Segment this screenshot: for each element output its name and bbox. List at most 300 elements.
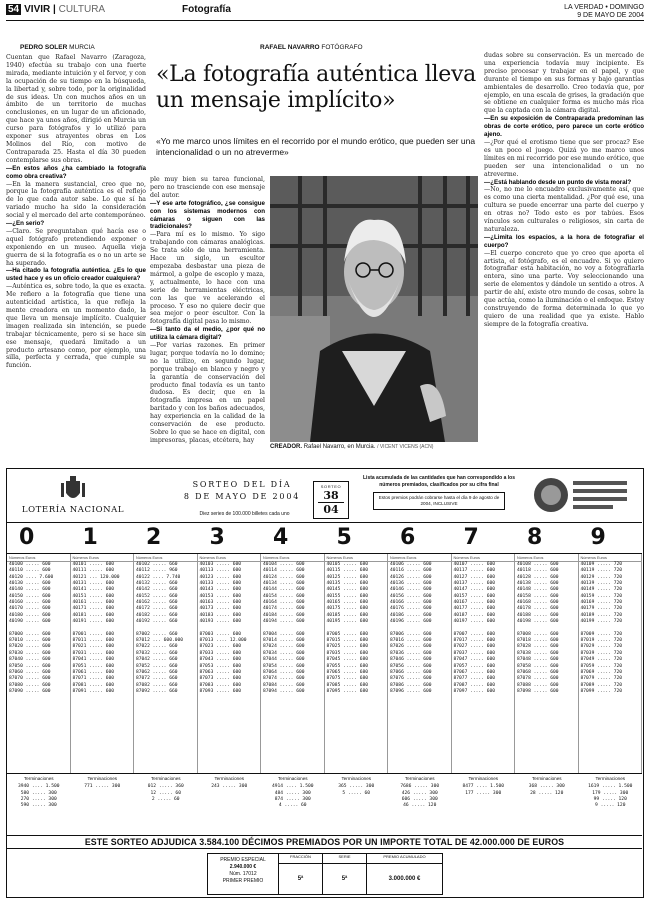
lottery-stamp bbox=[531, 475, 631, 515]
digit-header: 0 bbox=[19, 525, 35, 550]
number-row: 87023 ..... 600 bbox=[199, 644, 241, 650]
total-value: 3.000.000 € bbox=[388, 876, 421, 882]
termination-row: 177 ..... 300 bbox=[465, 790, 502, 796]
badge-number-2: 04 bbox=[323, 503, 339, 516]
digit-header: 5 bbox=[336, 525, 352, 550]
number-row: 40141 ..... 600 bbox=[72, 587, 114, 593]
number-row: 87015 ..... 680 bbox=[326, 638, 368, 644]
number-row: 87097 ..... 600 bbox=[453, 688, 495, 694]
draw-subtitle: Diez series de 100.000 billetes cada uno bbox=[199, 511, 290, 517]
number-row: 87068 ..... 600 bbox=[517, 669, 559, 675]
paragraph: —Para mí es lo mismo. Yo sigo trabajando con cámaras analógicas. Se trata sólo de una herramienta. Hace un siglo, un escultor empezaba desbastar una pieza de mármol, a golpe de escoplo y maza, y, actualmente, lo hace con una serie de herramientas eléctricas, con las que ve acelerando el proceso. Y eso no quiere decir que sea mejor o peor escultor. Con la fotografía digital pasa lo mismo. bbox=[150, 231, 265, 326]
termination-row: 4914 .... 1.500 bbox=[272, 784, 314, 790]
interview-question: —Si tanto da el medio, ¿por qué no utiliza la cámara digital? bbox=[150, 326, 265, 342]
digit-header: 8 bbox=[527, 525, 543, 550]
number-row: 40118 ..... 600 bbox=[517, 568, 559, 574]
digit-header: 6 bbox=[400, 525, 416, 550]
termination-header: Terminaciones bbox=[277, 776, 308, 781]
number-row: 87099 ..... 720 bbox=[580, 688, 622, 694]
number-row: 40124 ..... 600 bbox=[263, 574, 305, 580]
number-row: 87084 ..... 600 bbox=[263, 682, 305, 688]
termination-row: 874 ..... 300 bbox=[274, 796, 311, 802]
special-prize-box bbox=[207, 853, 279, 895]
termination-row: 484 ..... 300 bbox=[274, 790, 311, 796]
column-header: Números Euros bbox=[325, 554, 388, 562]
number-row: 40114 ..... 600 bbox=[263, 568, 305, 574]
section-label: 54 VIVIR | CULTURA bbox=[8, 4, 106, 15]
number-row: 40107 ..... 600 bbox=[453, 562, 495, 567]
number-row: 87013 .... 12.000 bbox=[199, 638, 247, 644]
draw-title bbox=[167, 479, 317, 503]
paragraph: —Claro. Se preguntaban qué hacía ese o aquel fotógrafo pretendiendo exponer o exponiendo en un museo. Aquella vieja guerra de si la fotografía es o no un arte se ha superado. bbox=[6, 227, 146, 267]
termination-row: 243 ..... 300 bbox=[211, 784, 248, 790]
number-row: 40148 ..... 600 bbox=[517, 587, 559, 593]
number-row: 40112 ..... 960 bbox=[136, 568, 178, 574]
photo-caption bbox=[270, 444, 480, 450]
number-row: 87026 ..... 600 bbox=[390, 644, 432, 650]
number-row: 87034 ..... 600 bbox=[263, 650, 305, 656]
number-row: 40159 ..... 720 bbox=[580, 593, 622, 599]
paragraph: dudas sobre su conservación. Es un mercado de una experiencia todavía muy incipiente. Es preciso procesar y trabajar en el papel, y que durante el tiempo en sus formas y bajo garantías ambientales de desarrollo. Creo todavía que, por ejemplo, en una escala de grises, la gradación que se obtiene en cualquier forma es mucho más rica que la captada con la cámara digital. bbox=[484, 52, 644, 115]
number-row: 87029 ..... 720 bbox=[580, 644, 622, 650]
column-header: Números Euros bbox=[7, 554, 70, 562]
author-byline bbox=[20, 44, 95, 51]
number-row: 87066 ..... 600 bbox=[390, 669, 432, 675]
termination-column bbox=[388, 776, 452, 809]
special-prize-amount: 2.940.000 € bbox=[229, 864, 257, 870]
number-column bbox=[261, 554, 325, 774]
termination-row: 365 ..... 300 bbox=[338, 784, 375, 790]
draw-line-1: SORTEO DEL DÍA bbox=[192, 480, 292, 489]
lottery-brand: LOTERÍA NACIONAL bbox=[21, 505, 125, 515]
number-column bbox=[7, 554, 71, 774]
number-column bbox=[134, 554, 198, 774]
section-name: VIVIR bbox=[24, 4, 51, 15]
number-row: 40125 ..... 680 bbox=[326, 574, 368, 580]
number-row: 40154 ..... 600 bbox=[263, 593, 305, 599]
number-row: 87008 ..... 600 bbox=[517, 631, 559, 637]
number-row: 40140 ..... 600 bbox=[9, 587, 51, 593]
interview-question: —Y ese arte fotográfico, ¿se consigue con los sistemas modernos con cámaras o siguen con las tradicionales? bbox=[150, 199, 265, 231]
number-column bbox=[515, 554, 579, 774]
number-row: 40121 ... 120.000 bbox=[72, 574, 120, 580]
paragraph: —En la manera sustancial, creo que no, porque la fotografía auténtica es el reflejo de lo que cada autor sabe. Lo que sí ha variado mucho ha sido la consideración social y el mercado del arte contemporáneo. bbox=[6, 180, 146, 220]
termination-row: 9 ..... 120 bbox=[595, 803, 626, 809]
number-row: 40152 ..... 660 bbox=[136, 593, 178, 599]
number-row: 87000 ..... 600 bbox=[9, 631, 51, 637]
number-row: 40105 ..... 680 bbox=[326, 562, 368, 567]
lottery-number-columns bbox=[7, 553, 642, 773]
author-name: PEDRO SOLER bbox=[20, 44, 68, 51]
number-row: 87093 ..... 600 bbox=[199, 688, 241, 694]
number-row: 40173 ..... 600 bbox=[199, 606, 241, 612]
number-row: 87004 ..... 600 bbox=[263, 631, 305, 637]
number-row: 40113 ..... 600 bbox=[199, 568, 241, 574]
number-row: 87080 ..... 600 bbox=[9, 682, 51, 688]
termination-row: 7686 ..... 300 bbox=[400, 784, 440, 790]
number-row: 87006 ..... 600 bbox=[390, 631, 432, 637]
number-row: 40166 ..... 600 bbox=[390, 600, 432, 606]
number-row: 87048 ..... 600 bbox=[517, 657, 559, 663]
column-header: Números Euros bbox=[452, 554, 515, 562]
digit-header: 1 bbox=[82, 525, 98, 550]
number-row: 87003 ..... 600 bbox=[199, 631, 241, 637]
number-row: 87051 ..... 600 bbox=[72, 663, 114, 669]
termination-header: Terminaciones bbox=[23, 776, 54, 781]
number-row: 40193 ..... 600 bbox=[199, 619, 241, 625]
termination-row: 368 ..... 300 bbox=[528, 784, 565, 790]
number-row: 87053 ..... 600 bbox=[199, 663, 241, 669]
column-header: Números Euros bbox=[198, 554, 261, 562]
badge-number-1: 38 bbox=[318, 489, 344, 503]
number-row: 87042 ..... 660 bbox=[136, 657, 178, 663]
number-row: 87087 ..... 600 bbox=[453, 682, 495, 688]
number-row: 87030 ..... 600 bbox=[9, 650, 51, 656]
badge-label: SORTEO bbox=[320, 484, 342, 489]
page-header bbox=[6, 4, 644, 20]
number-row: 87009 ..... 720 bbox=[580, 631, 622, 637]
number-row: 40157 ..... 600 bbox=[453, 593, 495, 599]
number-column bbox=[71, 554, 135, 774]
number-row: 87096 ..... 600 bbox=[390, 688, 432, 694]
special-prize-table bbox=[207, 853, 443, 895]
number-row: 40170 ..... 600 bbox=[9, 606, 51, 612]
number-row: 40191 ..... 600 bbox=[72, 619, 114, 625]
number-row: 87046 ..... 600 bbox=[390, 657, 432, 663]
termination-header: Terminaciones bbox=[214, 776, 245, 781]
number-row: 40153 ..... 600 bbox=[199, 593, 241, 599]
number-row: 40135 ..... 680 bbox=[326, 581, 368, 587]
special-prize-number: Núm. 17012 bbox=[229, 871, 257, 877]
number-row: 87028 ..... 600 bbox=[517, 644, 559, 650]
number-row: 87031 ..... 600 bbox=[72, 650, 114, 656]
number-row: 87045 ..... 680 bbox=[326, 657, 368, 663]
number-row: 40190 ..... 600 bbox=[9, 619, 51, 625]
number-row: 87085 ..... 680 bbox=[326, 682, 368, 688]
special-prize-label: PREMIO ESPECIAL bbox=[220, 857, 266, 863]
termination-header: Terminaciones bbox=[595, 776, 626, 781]
number-row: 40192 ..... 660 bbox=[136, 619, 178, 625]
termination-row: 5 ..... 60 bbox=[342, 790, 371, 796]
newspaper-name: LA VERDAD bbox=[564, 4, 604, 11]
number-row: 40189 ..... 720 bbox=[580, 612, 622, 618]
info-title: Lista acumulada de las cantidades que han correspondido a los números premiados, clasificados por su cifra final bbox=[363, 475, 515, 488]
number-row: 87021 ..... 600 bbox=[72, 644, 114, 650]
number-column bbox=[579, 554, 643, 774]
number-row: 40156 ..... 600 bbox=[390, 593, 432, 599]
number-row: 87039 ..... 720 bbox=[580, 650, 622, 656]
number-row: 87038 ..... 600 bbox=[517, 650, 559, 656]
number-row: 87090 ..... 600 bbox=[9, 688, 51, 694]
number-row: 40158 ..... 600 bbox=[517, 593, 559, 599]
number-row: 87055 ..... 680 bbox=[326, 663, 368, 669]
paragraph: —Auténtica es, sobre todo, la que es exacta. Me refiero a la fotografía que tiene una autenticidad artística, la que refleja la mente creadora en un momento dado, la que lleva un mensaje implícito. Cualquier imagen realizada sin intención, se puede trabajar técnicamente, pero si se hace sin ese mensaje, quedará limitado a un producto artesano como, por ejemplo, una silla, perfecta y cerrada, que cumple su función. bbox=[6, 283, 146, 370]
number-row: 40129 ..... 720 bbox=[580, 574, 622, 580]
termination-header: Terminaciones bbox=[87, 776, 118, 781]
number-row: 87010 ..... 600 bbox=[9, 638, 51, 644]
paragraph: —Por varias razones. En primer lugar, porque todavía no lo domino; no la utilizo, en segundo lugar, porque trabajo en blanco y negro y la garantía de conservación del producto final todavía es un tanto dudosa. Es decir, que en la fotografía impresa en un papel baritado y con los baños adecuados, hay experiencia en la calidad de la conservación de ese producto. Sobre lo que se hace en digital, con impresoras, placas, etcétera, hay bbox=[150, 342, 265, 444]
termination-row: 3940 .... 1.500 bbox=[18, 784, 60, 790]
lottery-logo bbox=[13, 473, 133, 519]
number-row: 40151 ..... 600 bbox=[72, 593, 114, 599]
terminations-table bbox=[7, 773, 642, 833]
number-row: 87081 ..... 600 bbox=[72, 682, 114, 688]
number-row: 40183 ..... 600 bbox=[199, 612, 241, 618]
number-row: 40198 ..... 600 bbox=[517, 619, 559, 625]
number-row: 87078 ..... 600 bbox=[517, 676, 559, 682]
column-header: Números Euros bbox=[515, 554, 578, 562]
termination-header: Terminaciones bbox=[150, 776, 181, 781]
number-row: 40109 ..... 720 bbox=[580, 562, 622, 567]
subject-role: FOTÓGRAFO bbox=[321, 44, 363, 51]
number-row: 40136 ..... 600 bbox=[390, 581, 432, 587]
termination-column bbox=[515, 776, 579, 797]
number-row: 87092 ..... 660 bbox=[136, 688, 178, 694]
termination-row: 46 ..... 120 bbox=[403, 803, 437, 809]
number-row: 87071 ..... 600 bbox=[72, 676, 114, 682]
number-row: 87007 ..... 600 bbox=[453, 631, 495, 637]
number-row: 87073 ..... 600 bbox=[199, 676, 241, 682]
termination-row: 580 ..... 300 bbox=[20, 790, 57, 796]
number-row: 40160 ..... 600 bbox=[9, 600, 51, 606]
number-row: 87035 ..... 680 bbox=[326, 650, 368, 656]
number-row: 40179 ..... 720 bbox=[580, 606, 622, 612]
number-row: 87091 ..... 600 bbox=[72, 688, 114, 694]
number-row: 87086 ..... 600 bbox=[390, 682, 432, 688]
number-row: 40110 ..... 600 bbox=[9, 568, 51, 574]
digit-header: 4 bbox=[273, 525, 289, 550]
number-row: 40117 ..... 600 bbox=[453, 568, 495, 574]
number-row: 87067 ..... 600 bbox=[453, 669, 495, 675]
number-row: 87011 ..... 600 bbox=[72, 638, 114, 644]
termination-row: 590 ..... 300 bbox=[20, 803, 57, 809]
number-row: 40138 ..... 600 bbox=[517, 581, 559, 587]
number-column bbox=[198, 554, 262, 774]
termination-row: 270 ..... 300 bbox=[20, 796, 57, 802]
termination-column bbox=[452, 776, 516, 797]
subsection-name: CULTURA bbox=[58, 4, 106, 15]
number-row: 87049 ..... 720 bbox=[580, 657, 622, 663]
number-row: 40186 ..... 600 bbox=[390, 612, 432, 618]
fraction-value: 5ª bbox=[297, 876, 304, 882]
number-column bbox=[325, 554, 389, 774]
total-cell bbox=[367, 853, 443, 895]
number-row: 87024 ..... 600 bbox=[263, 644, 305, 650]
termination-column bbox=[325, 776, 389, 797]
number-row: 87016 ..... 600 bbox=[390, 638, 432, 644]
number-row: 87058 ..... 600 bbox=[517, 663, 559, 669]
number-row: 87098 ..... 600 bbox=[517, 688, 559, 694]
number-row: 40162 ..... 660 bbox=[136, 600, 178, 606]
draw-line-2: 8 DE MAYO DE 2004 bbox=[183, 492, 301, 501]
number-row: 87065 ..... 680 bbox=[326, 669, 368, 675]
number-row: 40175 ..... 680 bbox=[326, 606, 368, 612]
interview-question: —¿Está hablando desde un punto de vista moral? bbox=[484, 178, 632, 186]
caption-label: CREADOR. bbox=[270, 444, 303, 450]
masthead-info: LA VERDAD • DOMINGO 9 DE MAYO DE 2004 bbox=[564, 4, 644, 19]
lottery-header bbox=[7, 469, 642, 523]
issue-date: 9 DE MAYO DE 2004 bbox=[577, 12, 644, 19]
number-row: 87054 ..... 600 bbox=[263, 663, 305, 669]
number-row: 87062 ..... 660 bbox=[136, 669, 178, 675]
number-row: 40133 ..... 600 bbox=[199, 581, 241, 587]
number-row: 87070 ..... 600 bbox=[9, 676, 51, 682]
number-row: 40149 ..... 720 bbox=[580, 587, 622, 593]
lottery-results bbox=[6, 468, 644, 898]
digit-headers bbox=[7, 525, 642, 551]
number-row: 87082 ..... 660 bbox=[136, 682, 178, 688]
number-row: 40115 ..... 680 bbox=[326, 568, 368, 574]
termination-row: 012 ..... 360 bbox=[147, 784, 184, 790]
number-row: 40106 ..... 600 bbox=[390, 562, 432, 567]
fraction-cell bbox=[279, 853, 323, 895]
paragraph: Cuentan que Rafael Navarro (Zaragoza, 1940) efectúa su trabajo con una fuerte mirada, mediante intuición y el fervor, y con la ocupación de su tiempo en la búsqueda, la libertad y, sobre todo, por la originalidad de sus ideas. Un con muchos años en un ámbito de un territorio de muchas conclusiones, en un lugar de un aficionado, que hace ya unos años, dirigió en Murcia un curso para fotógrafos y lo utilizó para exponer sus atrayentes obras en Los Molinos del Río, con motivo de Contraparada 25. Hasta el día 30 pueden contemplarse sus obras. bbox=[6, 54, 146, 164]
paragraph: —¿Por qué el erotismo tiene que ser procaz? Ese es un poco el juego. Quizá yo me marco unos límites en mi recorrido por ese mundo erótico, que pueden ser una intencionalidad o un no atreverme. bbox=[484, 138, 644, 178]
termination-header: Terminaciones bbox=[531, 776, 562, 781]
number-row: 40184 ..... 600 bbox=[263, 612, 305, 618]
digit-header: 7 bbox=[463, 525, 479, 550]
number-row: 40150 ..... 600 bbox=[9, 593, 51, 599]
termination-row: 606 ..... 300 bbox=[401, 796, 438, 802]
number-row: 87040 ..... 600 bbox=[9, 657, 51, 663]
lottery-summary: ESTE SORTEO ADJUDICA 3.584.100 DÉCIMOS PREMIADOS POR UN IMPORTE TOTAL DE 42.000.000 DE EUROS bbox=[7, 835, 642, 849]
number-row: 40147 ..... 600 bbox=[453, 587, 495, 593]
number-row: 87083 ..... 600 bbox=[199, 682, 241, 688]
column-header: Números Euros bbox=[388, 554, 451, 562]
termination-header: Terminaciones bbox=[468, 776, 499, 781]
header-rule bbox=[6, 20, 644, 21]
paragraph: ple muy bien su tarea funcional, pero no trasciende con ese mensaje del autor. bbox=[150, 176, 265, 199]
digit-header: 9 bbox=[590, 525, 606, 550]
portrait-illustration bbox=[270, 176, 478, 442]
number-row: 40180 ..... 600 bbox=[9, 612, 51, 618]
draw-number-badge bbox=[313, 481, 349, 519]
number-row: 40167 ..... 600 bbox=[453, 600, 495, 606]
number-row: 87041 ..... 600 bbox=[72, 657, 114, 663]
number-row: 40169 ..... 720 bbox=[580, 600, 622, 606]
page-number: 54 bbox=[8, 4, 20, 15]
termination-row: 1619 ..... 1.500 bbox=[588, 784, 633, 790]
number-row: 87044 ..... 600 bbox=[263, 657, 305, 663]
number-row: 40139 ..... 720 bbox=[580, 581, 622, 587]
number-row: 40128 ..... 600 bbox=[517, 574, 559, 580]
series-value: 5ª bbox=[341, 876, 348, 882]
number-row: 40185 ..... 680 bbox=[326, 612, 368, 618]
caption-text: Rafael Navarro, en Murcia. bbox=[303, 444, 376, 450]
series-cell bbox=[323, 853, 367, 895]
topic-label: Fotografía bbox=[182, 4, 231, 15]
number-row: 87001 ..... 600 bbox=[72, 631, 114, 637]
number-row: 40108 ..... 600 bbox=[517, 562, 559, 567]
deck: «Yo me marco unos límites en el recorrido por el mundo erótico, que pueden ser una intencionalidad o un no atreverme» bbox=[156, 136, 476, 157]
number-row: 40187 ..... 600 bbox=[453, 612, 495, 618]
number-row: 40137 ..... 600 bbox=[453, 581, 495, 587]
number-row: 87057 ..... 600 bbox=[453, 663, 495, 669]
number-row: 87022 ..... 660 bbox=[136, 644, 178, 650]
column-header: Números Euros bbox=[579, 554, 642, 562]
number-row: 40127 ..... 600 bbox=[453, 574, 495, 580]
number-row: 87094 ..... 600 bbox=[263, 688, 305, 694]
number-row: 40176 ..... 600 bbox=[390, 606, 432, 612]
number-row: 40102 ..... 660 bbox=[136, 562, 178, 567]
termination-column bbox=[134, 776, 198, 803]
number-row: 40165 ..... 680 bbox=[326, 600, 368, 606]
number-row: 40174 ..... 600 bbox=[263, 606, 305, 612]
lottery-stamp-icon bbox=[531, 475, 631, 515]
termination-row: 4 ..... 60 bbox=[278, 803, 307, 809]
number-column bbox=[388, 554, 452, 774]
number-row: 87012 ... 600.000 bbox=[136, 638, 184, 644]
number-row: 40195 ..... 680 bbox=[326, 619, 368, 625]
article-column-2 bbox=[150, 176, 265, 462]
number-row: 40145 ..... 680 bbox=[326, 587, 368, 593]
number-row: 40188 ..... 600 bbox=[517, 612, 559, 618]
number-row: 87020 ..... 600 bbox=[9, 644, 51, 650]
number-row: 40104 ..... 600 bbox=[263, 562, 305, 567]
number-row: 40163 ..... 600 bbox=[199, 600, 241, 606]
number-row: 87043 ..... 600 bbox=[199, 657, 241, 663]
photo-credit: / VICENT VICENS (ACN) bbox=[377, 444, 434, 450]
lottery-info bbox=[359, 475, 519, 510]
number-row: 40134 ..... 600 bbox=[263, 581, 305, 587]
number-row: 40155 ..... 680 bbox=[326, 593, 368, 599]
number-row: 40177 ..... 600 bbox=[453, 606, 495, 612]
number-row: 40122 .... 7.740 bbox=[136, 574, 181, 580]
interview-question: —¿Limita los espacios, a la hora de fotografiar el cuerpo? bbox=[484, 233, 644, 249]
number-row: 40181 ..... 600 bbox=[72, 612, 114, 618]
number-row: 40161 ..... 600 bbox=[72, 600, 114, 606]
paragraph: —No, no me lo encuadro exclusivamente así, que es como una cierta mentalidad. ¿Por qué ese, una cultura se puede encerrar una parte del cuerpo y en otras no? Todo esto es por tabúes. Esos vínculos son culturales o religiosos, sin carta de naturaleza. bbox=[484, 186, 644, 233]
number-row: 87089 ..... 720 bbox=[580, 682, 622, 688]
number-row: 87002 ..... 660 bbox=[136, 631, 178, 637]
termination-column bbox=[7, 776, 71, 809]
number-row: 40164 ..... 600 bbox=[263, 600, 305, 606]
interview-question: —¿En serio? bbox=[6, 220, 45, 228]
number-row: 40111 ..... 600 bbox=[72, 568, 114, 574]
first-prize-label: PRIMER PREMIO bbox=[222, 878, 264, 884]
info-box: Estos premios podrán cobrarse hasta el día 9 de agosto de 2004, INCLUSIVE bbox=[373, 492, 505, 510]
termination-row: 8477 .... 1.500 bbox=[462, 784, 504, 790]
number-row: 40119 ..... 720 bbox=[580, 568, 622, 574]
termination-column bbox=[261, 776, 325, 809]
headline: «La fotografía auténtica lleva un mensaje implícito» bbox=[156, 62, 476, 113]
number-row: 40103 ..... 600 bbox=[199, 562, 241, 567]
number-row: 87064 ..... 600 bbox=[263, 669, 305, 675]
number-row: 87063 ..... 600 bbox=[199, 669, 241, 675]
number-row: 87052 ..... 660 bbox=[136, 663, 178, 669]
subject-byline bbox=[260, 44, 363, 51]
digit-header: 3 bbox=[209, 525, 225, 550]
number-row: 40101 ..... 600 bbox=[72, 562, 114, 567]
column-header: Números Euros bbox=[134, 554, 197, 562]
number-row: 87059 ..... 720 bbox=[580, 663, 622, 669]
number-row: 40199 ..... 720 bbox=[580, 619, 622, 625]
weekday: DOMINGO bbox=[609, 4, 644, 11]
number-row: 40197 ..... 600 bbox=[453, 619, 495, 625]
number-row: 87061 ..... 600 bbox=[72, 669, 114, 675]
number-row: 87072 ..... 660 bbox=[136, 676, 178, 682]
number-row: 40116 ..... 600 bbox=[390, 568, 432, 574]
number-row: 40100 ..... 600 bbox=[9, 562, 51, 567]
number-row: 40182 ..... 660 bbox=[136, 612, 178, 618]
coat-of-arms-icon bbox=[58, 475, 88, 505]
termination-header: Terminaciones bbox=[404, 776, 435, 781]
number-row: 87050 ..... 600 bbox=[9, 663, 51, 669]
column-header: Números Euros bbox=[71, 554, 134, 562]
subject-name: RAFAEL NAVARRO bbox=[260, 44, 320, 51]
number-row: 87027 ..... 600 bbox=[453, 644, 495, 650]
termination-column bbox=[579, 776, 643, 809]
